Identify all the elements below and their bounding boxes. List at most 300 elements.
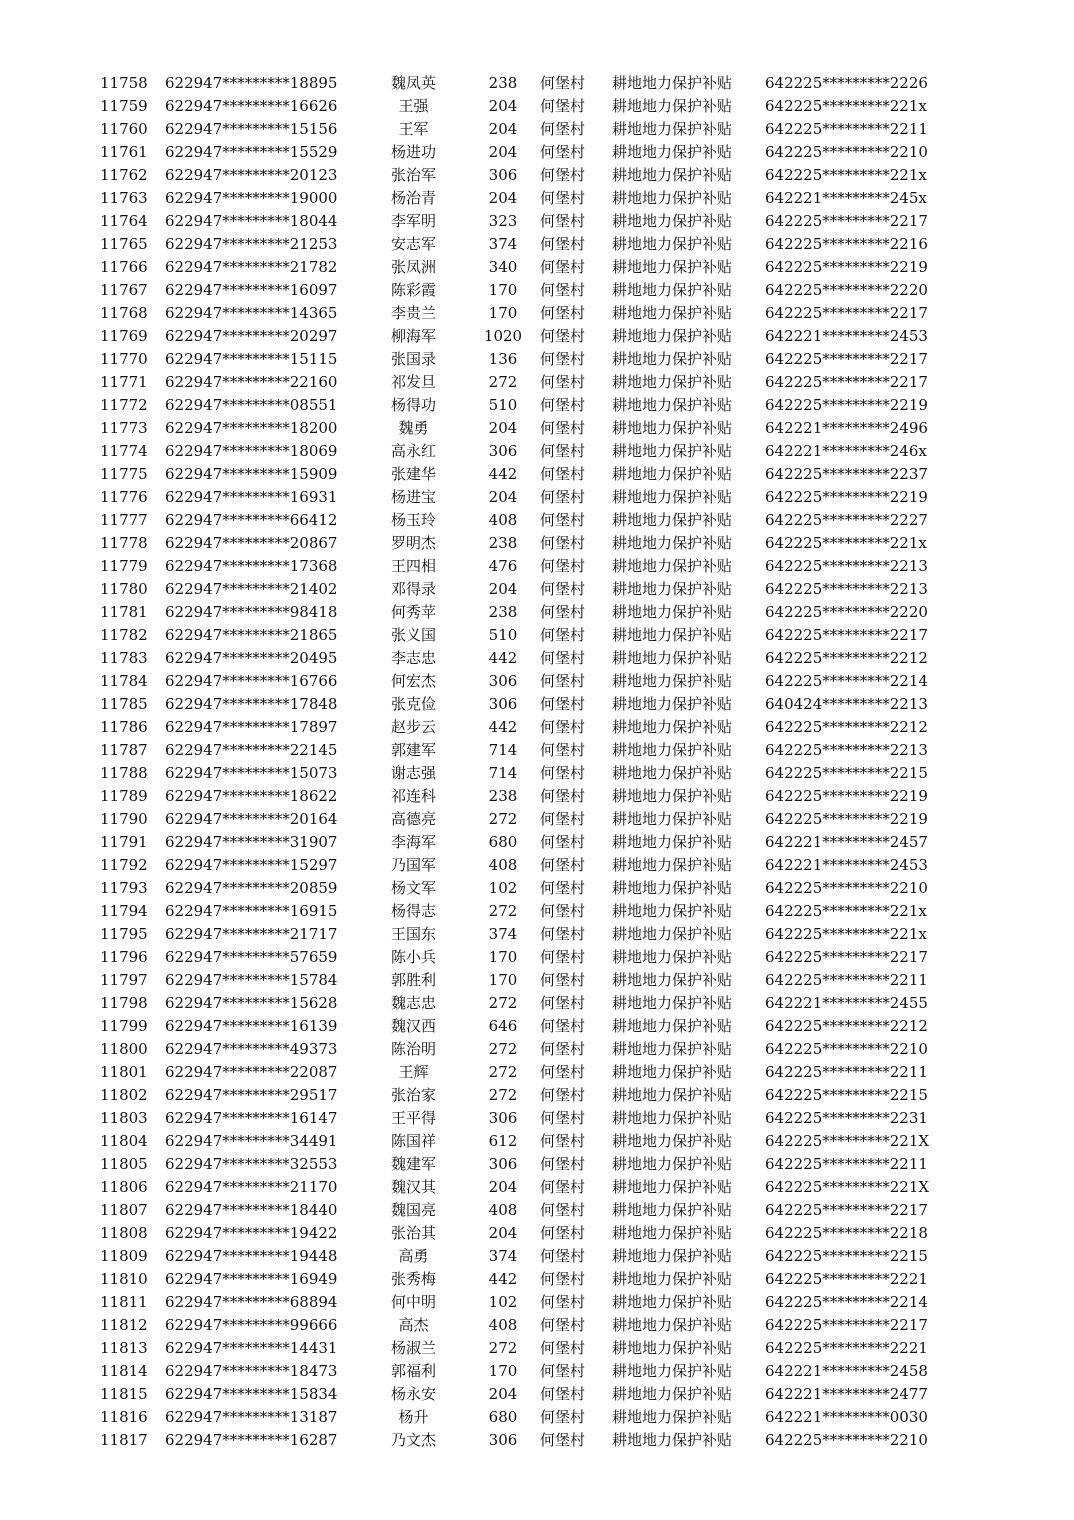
id-card-number: 642221*********2496	[765, 419, 928, 437]
subsidy-amount: 272	[488, 994, 518, 1012]
table-row	[100, 693, 935, 716]
table-row	[100, 164, 935, 187]
subsidy-amount: 272	[488, 1086, 518, 1104]
table-row	[100, 1176, 935, 1199]
row-number: 11815	[100, 1385, 148, 1403]
recipient-name: 魏志忠	[390, 994, 436, 1012]
id-card-number: 642225*********2217	[765, 1201, 928, 1219]
bank-card-number: 622947*********16949	[165, 1270, 338, 1288]
id-card-number: 642225*********2215	[765, 1247, 928, 1265]
bank-card-number: 622947*********20495	[165, 649, 338, 667]
row-number: 11813	[100, 1339, 148, 1357]
village-name: 何堡村	[540, 603, 586, 621]
id-card-number: 642225*********2212	[765, 718, 928, 736]
bank-card-number: 622947*********22145	[165, 741, 338, 759]
table-row	[100, 72, 935, 95]
row-number: 11804	[100, 1132, 148, 1150]
subsidy-type: 耕地地力保护补贴	[612, 534, 733, 552]
bank-card-number: 622947*********18044	[165, 212, 338, 230]
recipient-name: 张治家	[390, 1086, 436, 1104]
subsidy-amount: 204	[488, 419, 518, 437]
subsidy-type: 耕地地力保护补贴	[612, 902, 733, 920]
table-row	[100, 762, 935, 785]
recipient-name: 谢志强	[390, 764, 436, 782]
table-row	[100, 325, 935, 348]
recipient-name: 柳海军	[390, 327, 436, 345]
bank-card-number: 622947*********17368	[165, 557, 338, 575]
subsidy-amount: 204	[488, 1178, 518, 1196]
subsidy-type: 耕地地力保护补贴	[612, 281, 733, 299]
subsidy-amount: 272	[488, 810, 518, 828]
recipient-name: 张治军	[390, 166, 436, 184]
bank-card-number: 622947*********15834	[165, 1385, 338, 1403]
subsidy-type: 耕地地力保护补贴	[612, 1247, 733, 1265]
id-card-number: 642225*********2210	[765, 1431, 928, 1449]
subsidy-type: 耕地地力保护补贴	[612, 994, 733, 1012]
table-row	[100, 1061, 935, 1084]
subsidy-amount: 170	[488, 281, 518, 299]
village-name: 何堡村	[540, 1316, 586, 1334]
bank-card-number: 622947*********18895	[165, 74, 338, 92]
table-row	[100, 716, 935, 739]
subsidy-amount: 306	[488, 1155, 518, 1173]
recipient-name: 高勇	[398, 1247, 429, 1265]
bank-card-number: 622947*********21253	[165, 235, 338, 253]
village-name: 何堡村	[540, 511, 586, 529]
subsidy-amount: 272	[488, 1339, 518, 1357]
recipient-name: 郭福利	[390, 1362, 436, 1380]
recipient-name: 杨玉玲	[390, 511, 436, 529]
row-number: 11808	[100, 1224, 148, 1242]
bank-card-number: 622947*********19422	[165, 1224, 338, 1242]
table-row	[100, 440, 935, 463]
village-name: 何堡村	[540, 419, 586, 437]
row-number: 11768	[100, 304, 148, 322]
village-name: 何堡村	[540, 925, 586, 943]
bank-card-number: 622947*********20123	[165, 166, 338, 184]
village-name: 何堡村	[540, 442, 586, 460]
recipient-name: 邓得录	[390, 580, 436, 598]
recipient-name: 安志军	[390, 235, 436, 253]
row-number: 11775	[100, 465, 148, 483]
subsidy-amount: 272	[488, 373, 518, 391]
row-number: 11762	[100, 166, 148, 184]
bank-card-number: 622947*********16626	[165, 97, 338, 115]
subsidy-amount: 442	[488, 718, 518, 736]
village-name: 何堡村	[540, 787, 586, 805]
table-row	[100, 210, 935, 233]
subsidy-type: 耕地地力保护补贴	[612, 557, 733, 575]
row-number: 11767	[100, 281, 148, 299]
row-number: 11773	[100, 419, 148, 437]
id-card-number: 642221*********2457	[765, 833, 928, 851]
subsidy-type: 耕地地力保护补贴	[612, 212, 733, 230]
id-card-number: 642225*********2217	[765, 626, 928, 644]
subsidy-type: 耕地地力保护补贴	[612, 1339, 733, 1357]
bank-card-number: 622947*********20297	[165, 327, 338, 345]
village-name: 何堡村	[540, 718, 586, 736]
row-number: 11800	[100, 1040, 148, 1058]
subsidy-type: 耕地地力保护补贴	[612, 1385, 733, 1403]
subsidy-amount: 238	[488, 74, 518, 92]
bank-card-number: 622947*********19448	[165, 1247, 338, 1265]
subsidy-amount: 442	[488, 649, 518, 667]
subsidy-type: 耕地地力保护补贴	[612, 1408, 733, 1426]
subsidy-type: 耕地地力保护补贴	[612, 1155, 733, 1173]
row-number: 11761	[100, 143, 148, 161]
village-name: 何堡村	[540, 741, 586, 759]
bank-card-number: 622947*********15784	[165, 971, 338, 989]
recipient-name: 王平得	[390, 1109, 436, 1127]
bank-card-number: 622947*********15909	[165, 465, 338, 483]
recipient-name: 杨进功	[390, 143, 436, 161]
subsidy-type: 耕地地力保护补贴	[612, 1201, 733, 1219]
village-name: 何堡村	[540, 695, 586, 713]
subsidy-type: 耕地地力保护补贴	[612, 189, 733, 207]
village-name: 何堡村	[540, 626, 586, 644]
subsidy-type: 耕地地力保护补贴	[612, 1040, 733, 1058]
table-row	[100, 670, 935, 693]
village-name: 何堡村	[540, 1247, 586, 1265]
subsidy-type: 耕地地力保护补贴	[612, 488, 733, 506]
village-name: 何堡村	[540, 189, 586, 207]
recipient-name: 陈治明	[390, 1040, 436, 1058]
row-number: 11764	[100, 212, 148, 230]
bank-card-number: 622947*********14431	[165, 1339, 338, 1357]
row-number: 11783	[100, 649, 148, 667]
bank-card-number: 622947*********13187	[165, 1408, 338, 1426]
bank-card-number: 622947*********99666	[165, 1316, 338, 1334]
id-card-number: 642225*********221x	[765, 97, 927, 115]
table-row	[100, 900, 935, 923]
subsidy-amount: 306	[488, 442, 518, 460]
village-name: 何堡村	[540, 672, 586, 690]
village-name: 何堡村	[540, 994, 586, 1012]
subsidy-amount: 204	[488, 1385, 518, 1403]
table-row	[100, 118, 935, 141]
id-card-number: 642225*********2213	[765, 741, 928, 759]
subsidy-amount: 476	[488, 557, 518, 575]
subsidy-type: 耕地地力保护补贴	[612, 1017, 733, 1035]
recipient-name: 魏汉其	[390, 1178, 436, 1196]
id-card-number: 642225*********2217	[765, 948, 928, 966]
recipient-name: 高永红	[390, 442, 436, 460]
subsidy-type: 耕地地力保护补贴	[612, 442, 733, 460]
row-number: 11784	[100, 672, 148, 690]
row-number: 11801	[100, 1063, 148, 1081]
bank-card-number: 622947*********21865	[165, 626, 338, 644]
subsidy-amount: 714	[488, 741, 518, 759]
row-number: 11791	[100, 833, 148, 851]
village-name: 何堡村	[540, 1270, 586, 1288]
recipient-name: 张义国	[390, 626, 436, 644]
bank-card-number: 622947*********21402	[165, 580, 338, 598]
subsidy-amount: 306	[488, 672, 518, 690]
id-card-number: 642225*********2227	[765, 511, 928, 529]
table-row	[100, 854, 935, 877]
table-row	[100, 1107, 935, 1130]
bank-card-number: 622947*********20859	[165, 879, 338, 897]
row-number: 11807	[100, 1201, 148, 1219]
subsidy-type: 耕地地力保护补贴	[612, 810, 733, 828]
village-name: 何堡村	[540, 1339, 586, 1357]
village-name: 何堡村	[540, 1132, 586, 1150]
row-number: 11787	[100, 741, 148, 759]
table-row	[100, 555, 935, 578]
id-card-number: 642225*********2219	[765, 488, 928, 506]
village-name: 何堡村	[540, 258, 586, 276]
table-row	[100, 95, 935, 118]
subsidy-type: 耕地地力保护补贴	[612, 1431, 733, 1449]
table-row	[100, 187, 935, 210]
row-number: 11790	[100, 810, 148, 828]
table-row	[100, 1291, 935, 1314]
row-number: 11803	[100, 1109, 148, 1127]
table-row	[100, 1360, 935, 1383]
table-row	[100, 647, 935, 670]
id-card-number: 642225*********2219	[765, 810, 928, 828]
village-name: 何堡村	[540, 1293, 586, 1311]
subsidy-type: 耕地地力保护补贴	[612, 1270, 733, 1288]
subsidy-amount: 442	[488, 465, 518, 483]
subsidy-type: 耕地地力保护补贴	[612, 580, 733, 598]
village-name: 何堡村	[540, 1408, 586, 1426]
id-card-number: 642225*********2211	[765, 1155, 928, 1173]
id-card-number: 642225*********221x	[765, 902, 927, 920]
bank-card-number: 622947*********15628	[165, 994, 338, 1012]
subsidy-amount: 272	[488, 902, 518, 920]
row-number: 11769	[100, 327, 148, 345]
subsidy-type: 耕地地力保护补贴	[612, 258, 733, 276]
subsidy-amount: 204	[488, 580, 518, 598]
village-name: 何堡村	[540, 534, 586, 552]
subsidy-type: 耕地地力保护补贴	[612, 97, 733, 115]
recipient-name: 罗明杰	[390, 534, 436, 552]
table-row	[100, 1084, 935, 1107]
village-name: 何堡村	[540, 1155, 586, 1173]
row-number: 11759	[100, 97, 148, 115]
bank-card-number: 622947*********18200	[165, 419, 338, 437]
bank-card-number: 622947*********15115	[165, 350, 338, 368]
subsidy-amount: 204	[488, 120, 518, 138]
village-name: 何堡村	[540, 902, 586, 920]
id-card-number: 642221*********0030	[765, 1408, 928, 1426]
id-card-number: 642225*********2213	[765, 580, 928, 598]
row-number: 11797	[100, 971, 148, 989]
subsidy-amount: 323	[488, 212, 518, 230]
subsidy-amount: 714	[488, 764, 518, 782]
row-number: 11812	[100, 1316, 148, 1334]
subsidy-type: 耕地地力保护补贴	[612, 925, 733, 943]
table-row	[100, 992, 935, 1015]
village-name: 何堡村	[540, 764, 586, 782]
recipient-name: 张建华	[390, 465, 436, 483]
table-body	[100, 72, 935, 1452]
subsidy-type: 耕地地力保护补贴	[612, 465, 733, 483]
subsidy-type: 耕地地力保护补贴	[612, 235, 733, 253]
village-name: 何堡村	[540, 1178, 586, 1196]
subsidy-amount: 408	[488, 1201, 518, 1219]
id-card-number: 642225*********2210	[765, 1040, 928, 1058]
subsidy-amount: 306	[488, 1431, 518, 1449]
subsidy-amount: 102	[488, 1293, 518, 1311]
table-row	[100, 1245, 935, 1268]
recipient-name: 李军明	[390, 212, 436, 230]
bank-card-number: 622947*********18473	[165, 1362, 338, 1380]
subsidy-amount: 170	[488, 1362, 518, 1380]
subsidy-amount: 374	[488, 925, 518, 943]
subsidy-amount: 408	[488, 511, 518, 529]
recipient-name: 祁连科	[390, 787, 436, 805]
subsidy-type: 耕地地力保护补贴	[612, 856, 733, 874]
id-card-number: 642225*********2220	[765, 281, 928, 299]
id-card-number: 642225*********2219	[765, 396, 928, 414]
table-row	[100, 463, 935, 486]
recipient-name: 杨治青	[390, 189, 436, 207]
subsidy-amount: 340	[488, 258, 518, 276]
subsidy-amount: 646	[488, 1017, 518, 1035]
bank-card-number: 622947*********21717	[165, 925, 338, 943]
recipient-name: 杨升	[398, 1408, 429, 1426]
bank-card-number: 622947*********21170	[165, 1178, 338, 1196]
recipient-name: 何秀苹	[390, 603, 436, 621]
subsidy-type: 耕地地力保护补贴	[612, 764, 733, 782]
subsidy-amount: 306	[488, 695, 518, 713]
table-row	[100, 785, 935, 808]
table-row	[100, 1038, 935, 1061]
subsidy-amount: 136	[488, 350, 518, 368]
bank-card-number: 622947*********22160	[165, 373, 338, 391]
id-card-number: 642225*********2212	[765, 649, 928, 667]
village-name: 何堡村	[540, 120, 586, 138]
subsidy-type: 耕地地力保护补贴	[612, 143, 733, 161]
village-name: 何堡村	[540, 373, 586, 391]
recipient-name: 陈彩霞	[390, 281, 436, 299]
subsidy-type: 耕地地力保护补贴	[612, 396, 733, 414]
id-card-number: 642225*********2231	[765, 1109, 928, 1127]
bank-card-number: 622947*********34491	[165, 1132, 338, 1150]
village-name: 何堡村	[540, 1431, 586, 1449]
recipient-name: 魏汉西	[390, 1017, 436, 1035]
table-row	[100, 509, 935, 532]
bank-card-number: 622947*********16287	[165, 1431, 338, 1449]
subsidy-type: 耕地地力保护补贴	[612, 1109, 733, 1127]
id-card-number: 642225*********2211	[765, 120, 928, 138]
subsidy-amount: 510	[488, 396, 518, 414]
bank-card-number: 622947*********17897	[165, 718, 338, 736]
recipient-name: 李志忠	[390, 649, 436, 667]
subsidy-amount: 374	[488, 1247, 518, 1265]
bank-card-number: 622947*********68894	[165, 1293, 338, 1311]
table-row	[100, 302, 935, 325]
row-number: 11785	[100, 695, 148, 713]
subsidy-amount: 408	[488, 856, 518, 874]
village-name: 何堡村	[540, 327, 586, 345]
id-card-number: 642225*********221X	[765, 1178, 930, 1196]
subsidy-type: 耕地地力保护补贴	[612, 787, 733, 805]
id-card-number: 642221*********246x	[765, 442, 927, 460]
id-card-number: 642225*********2213	[765, 557, 928, 575]
subsidy-type: 耕地地力保护补贴	[612, 672, 733, 690]
table-row	[100, 1153, 935, 1176]
subsidy-type: 耕地地力保护补贴	[612, 511, 733, 529]
id-card-number: 642225*********2221	[765, 1270, 928, 1288]
subsidy-type: 耕地地力保护补贴	[612, 1293, 733, 1311]
subsidy-amount: 102	[488, 879, 518, 897]
row-number: 11805	[100, 1155, 148, 1173]
subsidy-type: 耕地地力保护补贴	[612, 1224, 733, 1242]
village-name: 何堡村	[540, 649, 586, 667]
recipient-name: 王国东	[390, 925, 436, 943]
subsidy-type: 耕地地力保护补贴	[612, 373, 733, 391]
table-row	[100, 946, 935, 969]
id-card-number: 642221*********2477	[765, 1385, 928, 1403]
recipient-name: 杨文军	[390, 879, 436, 897]
bank-card-number: 622947*********98418	[165, 603, 338, 621]
row-number: 11817	[100, 1431, 148, 1449]
bank-card-number: 622947*********16147	[165, 1109, 338, 1127]
recipient-name: 乃文杰	[390, 1431, 436, 1449]
village-name: 何堡村	[540, 304, 586, 322]
row-number: 11774	[100, 442, 148, 460]
bank-card-number: 622947*********16766	[165, 672, 338, 690]
recipient-name: 张国录	[390, 350, 436, 368]
subsidy-amount: 204	[488, 189, 518, 207]
bank-card-number: 622947*********20164	[165, 810, 338, 828]
row-number: 11789	[100, 787, 148, 805]
row-number: 11760	[100, 120, 148, 138]
bank-card-number: 622947*********15297	[165, 856, 338, 874]
recipient-name: 魏凤英	[390, 74, 436, 92]
table-row	[100, 1199, 935, 1222]
table-row	[100, 141, 935, 164]
subsidy-type: 耕地地力保护补贴	[612, 166, 733, 184]
village-name: 何堡村	[540, 350, 586, 368]
village-name: 何堡村	[540, 143, 586, 161]
table-row	[100, 831, 935, 854]
row-number: 11771	[100, 373, 148, 391]
subsidy-type: 耕地地力保护补贴	[612, 120, 733, 138]
village-name: 何堡村	[540, 810, 586, 828]
id-card-number: 642225*********2210	[765, 143, 928, 161]
recipient-name: 张凤洲	[390, 258, 436, 276]
subsidy-amount: 204	[488, 488, 518, 506]
id-card-number: 642225*********2217	[765, 1316, 928, 1334]
village-name: 何堡村	[540, 580, 586, 598]
recipient-name: 何中明	[390, 1293, 436, 1311]
table-row	[100, 486, 935, 509]
bank-card-number: 622947*********32553	[165, 1155, 338, 1173]
village-name: 何堡村	[540, 557, 586, 575]
id-card-number: 642221*********2453	[765, 856, 928, 874]
subsidy-type: 耕地地力保护补贴	[612, 833, 733, 851]
recipient-name: 陈国祥	[390, 1132, 436, 1150]
id-card-number: 642225*********2220	[765, 603, 928, 621]
subsidy-type: 耕地地力保护补贴	[612, 327, 733, 345]
row-number: 11795	[100, 925, 148, 943]
id-card-number: 642225*********2215	[765, 1086, 928, 1104]
table-row	[100, 808, 935, 831]
village-name: 何堡村	[540, 1385, 586, 1403]
village-name: 何堡村	[540, 1040, 586, 1058]
id-card-number: 642225*********2217	[765, 212, 928, 230]
table-row	[100, 532, 935, 555]
bank-card-number: 622947*********21782	[165, 258, 338, 276]
id-card-number: 642225*********2210	[765, 879, 928, 897]
village-name: 何堡村	[540, 856, 586, 874]
recipient-name: 王辉	[398, 1063, 429, 1081]
recipient-name: 杨得功	[390, 396, 436, 414]
